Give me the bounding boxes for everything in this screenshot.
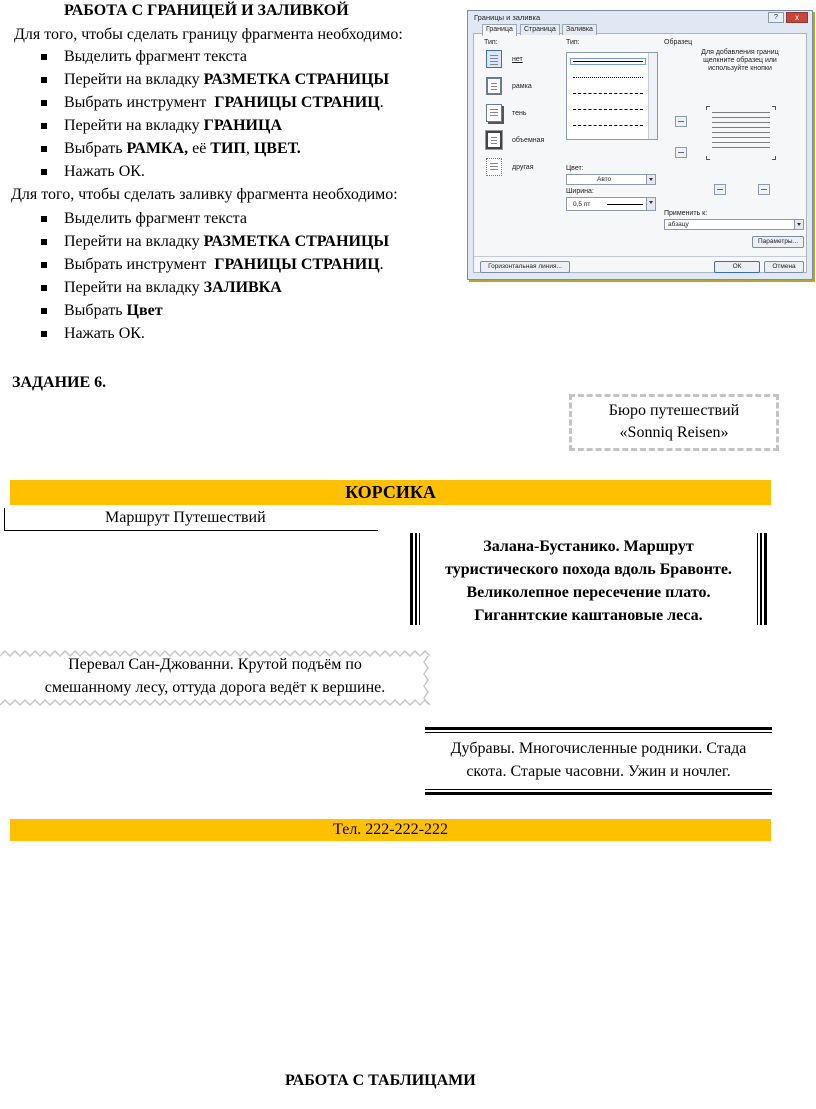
ok-button[interactable]: ОК [714,261,760,273]
zalana-line-4: Гиганнтские каштановые леса. [474,607,703,624]
list-item: Перейти на вкладку РАЗМЕТКА СТРАНИЦЫ [12,231,389,254]
color-select[interactable] [566,174,656,185]
apply-label: Применить к: [664,210,708,217]
preview-hint: Для добавления границ щелкните образец или используйте кнопки [701,49,779,72]
type-box-label[interactable]: рамка [512,83,532,90]
list-item: Выделить фрагмент текста [12,208,389,231]
fill-intro: Для того, чтобы сделать заливку фрагмента необходимо: [11,186,398,203]
type-box-icon[interactable] [486,77,502,95]
dubravy-box [425,727,772,797]
pereval-line-2: смешанному лесу, оттуда дорога ведёт к вершине. [44,679,386,696]
tables-heading: РАБОТА С ТАБЛИЦАМИ [285,1072,476,1089]
list-item: Выбрать инструмент ГРАНИЦЫ СТРАНИЦ. [12,254,389,277]
width-value: 0,5 пт [573,201,591,208]
borders-intro: Для того, чтобы сделать границу фрагмента необходимо: [14,26,403,43]
type-custom-icon[interactable] [486,158,502,176]
preview-label: Образец [664,39,693,46]
tab-border[interactable]: Граница [482,24,517,36]
chevron-down-icon [794,220,803,229]
horizontal-line-button[interactable]: Горизонтальная линия... [480,261,570,273]
apply-value: абзацу [668,221,689,228]
color-label: Цвет: [566,165,584,172]
color-value: Авто [597,176,612,183]
list-item: Выбрать инструмент ГРАНИЦЫ СТРАНИЦ. [12,92,389,115]
border-left-button[interactable] [714,184,726,195]
close-button[interactable]: x [786,12,808,23]
zalana-line-3: Великолепное пересечение плато. [466,584,711,601]
fill-steps-list [12,208,389,346]
zalana-box [410,533,767,625]
apply-select[interactable] [664,219,804,230]
phone-band: Тел. 222-222-222 [10,819,771,841]
line-style-list[interactable] [566,52,658,140]
list-item: Перейти на вкладку РАЗМЕТКА СТРАНИЦЫ [12,69,389,92]
type-custom-label[interactable]: другая [512,164,534,171]
borders-dialog [467,10,813,280]
list-item: Нажать ОК. [12,161,389,184]
list-item: Нажать ОК. [12,323,389,346]
zalana-line-1: Залана-Бустанико. Маршрут [483,538,694,555]
list-item: Выбрать РАМКА, её ТИП, ЦВЕТ. [12,138,389,161]
line-style-scrollbar[interactable] [648,53,657,139]
tab-page[interactable]: Страница [520,24,560,35]
border-middle-button[interactable] [675,147,687,158]
route-box [4,508,378,531]
bureau-line-2: «Sonniq Reisen» [619,424,729,441]
border-right-button[interactable] [758,184,770,195]
list-item: Перейти на вкладку ЗАЛИВКА [12,277,389,300]
type-3d-label[interactable]: объемная [512,137,545,144]
type-3d-icon[interactable] [486,131,502,149]
list-item: Перейти на вкладку ГРАНИЦА [12,115,389,138]
list-item: Выбрать Цвет [12,300,389,323]
bureau-line-1: Бюро путешествий [608,402,740,419]
type-shadow-label[interactable]: тень [512,110,527,117]
help-button[interactable]: ? [768,12,784,23]
type-none-icon[interactable] [486,50,502,68]
task-heading: ЗАДАНИЕ 6. [12,374,107,391]
width-label: Ширина: [566,188,594,195]
zalana-line-2: туристического похода вдоль Бравонте. [445,561,732,578]
dubravy-line-2: скота. Старые часовни. Ужин и ночлег. [466,763,731,780]
banner-title: КОРСИКА [10,480,771,505]
width-select[interactable] [566,197,656,211]
bureau-box [569,394,779,451]
dubravy-line-1: Дубравы. Многочисленные родники. Стада [450,740,747,757]
type-label: Тип: [484,39,498,46]
cancel-button[interactable]: Отмена [764,261,804,273]
chevron-down-icon [646,175,655,184]
pereval-line-1: Перевал Сан-Джованни. Крутой подъём по [68,656,362,673]
type-none-label[interactable]: нет [512,56,523,63]
list-item: Выделить фрагмент текста [12,46,389,69]
params-button[interactable]: Параметры... [752,236,804,248]
borders-steps-list [12,46,389,184]
pereval-box [0,650,430,706]
style-label: Тип: [566,39,580,46]
dialog-title: Границы и заливка [474,13,541,22]
borders-title: РАБОТА С ГРАНИЦЕЙ И ЗАЛИВКОЙ [64,2,349,19]
type-shadow-icon[interactable] [486,104,502,122]
dialog-body [473,26,807,273]
route-label: Маршрут Путешествий [105,509,266,526]
preview-sample[interactable] [712,112,770,152]
border-top-button[interactable] [675,116,687,127]
chevron-down-icon [646,198,655,210]
tab-shading[interactable]: Заливка [562,24,597,35]
